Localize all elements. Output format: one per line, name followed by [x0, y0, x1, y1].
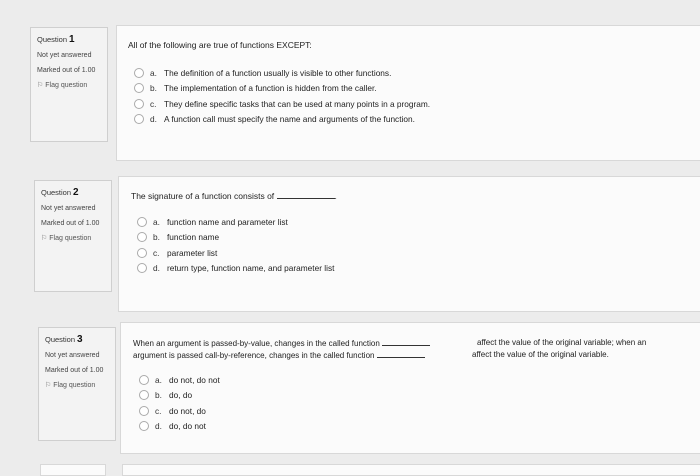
question-state: Not yet answered — [41, 204, 96, 212]
radio-button[interactable] — [139, 421, 149, 431]
answer-option-b[interactable]: b. The implementation of a function is hidden from the caller. — [134, 81, 430, 97]
question-2-text: The signature of a function consists of . — [131, 191, 337, 201]
question-marks: Marked out of 1.00 — [45, 366, 104, 374]
question-2-info — [34, 180, 112, 292]
answer-option-c[interactable]: c. They define specific tasks that can be used at many points in a program. — [134, 96, 430, 112]
answer-blank-1 — [382, 337, 430, 346]
answer-option-a[interactable]: a. The definition of a function usually is visible to other functions. — [134, 65, 430, 81]
question-label: Question — [45, 335, 76, 344]
question-3-answers — [139, 372, 220, 434]
answer-option-a[interactable]: a. function name and parameter list — [137, 214, 334, 230]
question-label: Question — [37, 35, 68, 44]
flag-icon: ⚐ — [37, 82, 44, 90]
flag-question-link[interactable] — [45, 381, 109, 390]
question-state: Not yet answered — [45, 351, 100, 359]
answer-option-b[interactable]: b. function name — [137, 230, 334, 246]
question-number: 3 — [77, 334, 83, 345]
answer-option-d[interactable]: d. do, do not — [139, 419, 220, 435]
radio-button[interactable] — [137, 248, 147, 258]
radio-button[interactable] — [137, 217, 147, 227]
flag-question-link[interactable] — [41, 234, 105, 243]
question-marks: Marked out of 1.00 — [37, 66, 96, 74]
answer-blank — [277, 190, 335, 199]
flag-question-link[interactable] — [37, 81, 101, 90]
question-marks: Marked out of 1.00 — [41, 219, 100, 227]
answer-option-c[interactable]: c. parameter list — [137, 245, 334, 261]
answer-option-a[interactable]: a. do not, do not — [139, 372, 220, 388]
question-2-answers — [137, 214, 334, 276]
question-3-text: When an argument is passed-by-value, changes in the called function affect the value of the original variable; when an argument is passed call-by-reference, changes in the called function affect the value of the original variable. — [133, 338, 647, 360]
next-question-content-edge — [122, 464, 700, 476]
radio-button[interactable] — [134, 68, 144, 78]
radio-button[interactable] — [137, 232, 147, 242]
flag-label: Flag question — [49, 235, 92, 243]
answer-option-b[interactable]: b. do, do — [139, 388, 220, 404]
question-number: 2 — [73, 187, 79, 198]
question-3-title — [45, 333, 109, 347]
question-number: 1 — [69, 34, 75, 45]
radio-button[interactable] — [137, 263, 147, 273]
answer-option-c[interactable]: c. do not, do — [139, 403, 220, 419]
question-1-answers — [134, 65, 430, 127]
radio-button[interactable] — [139, 375, 149, 385]
answer-blank-2 — [377, 349, 425, 358]
answer-option-d[interactable]: d. return type, function name, and parameter list — [137, 261, 334, 277]
question-1-title — [37, 33, 101, 47]
question-label: Question — [41, 188, 72, 197]
radio-button[interactable] — [134, 83, 144, 93]
question-1-text: All of the following are true of functions EXCEPT: — [128, 40, 312, 50]
flag-icon: ⚐ — [45, 382, 52, 390]
question-1-info — [30, 27, 108, 142]
answer-option-d[interactable]: d. A function call must specify the name and arguments of the function. — [134, 112, 430, 128]
next-question-info-edge — [40, 464, 106, 476]
radio-button[interactable] — [139, 390, 149, 400]
radio-button[interactable] — [134, 114, 144, 124]
radio-button[interactable] — [134, 99, 144, 109]
flag-icon: ⚐ — [41, 235, 48, 243]
question-2-title — [41, 186, 105, 200]
radio-button[interactable] — [139, 406, 149, 416]
question-3-info — [38, 327, 116, 441]
flag-label: Flag question — [53, 382, 96, 390]
flag-label: Flag question — [45, 82, 88, 90]
question-state: Not yet answered — [37, 51, 92, 59]
